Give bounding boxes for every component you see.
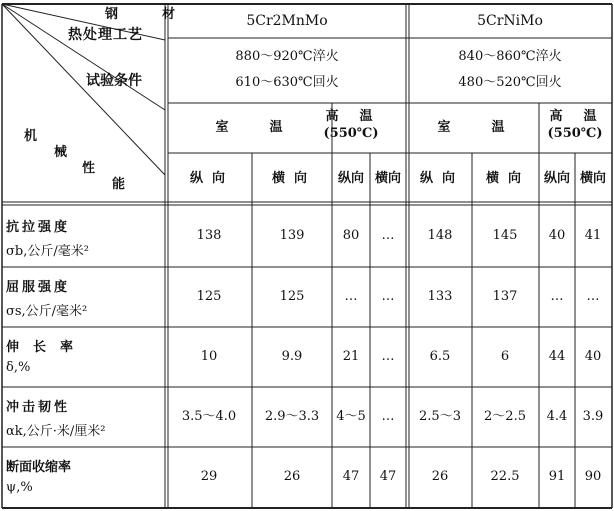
row-unit-elongation: δ,% xyxy=(6,360,31,375)
row-unit-tensile: σb,公斤/毫米² xyxy=(6,244,89,259)
table-cell: 139 xyxy=(279,228,305,243)
table-cell: 3.5～4.0 xyxy=(181,409,237,424)
table-cell: 3.9 xyxy=(582,409,604,424)
property-label-2: 械 xyxy=(54,145,68,160)
table-cell: 125 xyxy=(196,289,222,304)
table-cell: 40 xyxy=(584,349,602,364)
table-cell: … xyxy=(344,289,358,304)
longitudinal-3: 纵向 xyxy=(419,171,465,186)
table-cell: 6.5 xyxy=(429,349,451,364)
table-cell: 40 xyxy=(548,228,566,243)
table-cell: 91 xyxy=(548,469,566,484)
test-condition-label: 试验条件 xyxy=(86,73,142,89)
table-cell: 2～2.5 xyxy=(484,409,526,424)
high-temp-2: 高 温 xyxy=(549,109,601,124)
process-label: 热处理工艺 xyxy=(68,27,143,43)
transverse-2: 横向 xyxy=(374,171,402,186)
table-cell: 2.5～3 xyxy=(419,409,461,424)
table-cell: 4～5 xyxy=(336,409,366,424)
table-cell: … xyxy=(381,409,395,424)
longitudinal-4: 纵向 xyxy=(543,171,571,186)
table-cell: 22.5 xyxy=(490,469,520,484)
steel-name-2: 5CrNiMo xyxy=(477,13,543,29)
property-label-4: 能 xyxy=(112,177,126,192)
table-cell: 148 xyxy=(427,228,453,243)
row-unit-impact: αk,公斤·米/厘米² xyxy=(6,424,106,439)
longitudinal-1: 纵向 xyxy=(189,171,235,186)
row-unit-yield: σs,公斤/毫米² xyxy=(6,304,88,319)
table-cell: 47 xyxy=(379,469,397,484)
table-cell: 125 xyxy=(279,289,305,304)
table-cell: 133 xyxy=(427,289,453,304)
table-cell: 80 xyxy=(342,228,360,243)
table-cell: 47 xyxy=(342,469,360,484)
table-cell: 2.9～3.3 xyxy=(264,409,320,424)
table-cell: 26 xyxy=(431,469,449,484)
high-temp-value-1: (550℃) xyxy=(323,126,379,141)
row-name-reduction: 断面收缩率 xyxy=(6,460,72,475)
table-cell: … xyxy=(381,228,395,243)
table-cell: 145 xyxy=(492,228,518,243)
steel-label: 钢 材 xyxy=(105,7,182,22)
room-temp-2: 室 温 xyxy=(437,120,519,135)
row-name-elongation: 伸长率 xyxy=(6,340,88,355)
table-cell: 6 xyxy=(500,349,510,364)
table-cell: 4.4 xyxy=(546,409,568,424)
temper-2: 480～520℃回火 xyxy=(458,75,562,90)
table-cell: 29 xyxy=(200,469,218,484)
high-temp-1: 高 温 xyxy=(325,109,377,124)
longitudinal-2: 纵向 xyxy=(337,171,365,186)
table-cell: 41 xyxy=(584,228,602,243)
transverse-3: 横向 xyxy=(485,171,531,186)
temper-1: 610～630℃回火 xyxy=(235,75,339,90)
quench-2: 840～860℃淬火 xyxy=(458,49,562,64)
table-cell: … xyxy=(586,289,600,304)
transverse-1: 横向 xyxy=(271,171,317,186)
room-temp-1: 室 温 xyxy=(215,120,297,135)
high-temp-value-2: (550℃) xyxy=(547,126,603,141)
row-name-tensile: 抗拉强度 xyxy=(6,220,71,235)
table-cell: 9.9 xyxy=(281,349,303,364)
table-cell: … xyxy=(381,349,395,364)
table-cell: 21 xyxy=(342,349,360,364)
table-cell: … xyxy=(381,289,395,304)
row-name-impact: 冲击韧性 xyxy=(6,400,71,415)
table-cell: 10 xyxy=(200,349,218,364)
property-label-1: 机 xyxy=(24,129,38,144)
steel-name-1: 5Cr2MnMo xyxy=(246,13,328,29)
table-cell: 26 xyxy=(283,469,301,484)
transverse-4: 横向 xyxy=(579,171,607,186)
row-name-yield: 屈服强度 xyxy=(6,280,71,295)
quench-1: 880～920℃淬火 xyxy=(235,49,339,64)
row-unit-reduction: ψ,% xyxy=(6,480,33,495)
table-cell: 44 xyxy=(548,349,566,364)
property-label-3: 性 xyxy=(82,161,96,176)
table-cell: 138 xyxy=(196,228,222,243)
table-cell: 90 xyxy=(584,469,602,484)
table-cell: 137 xyxy=(492,289,518,304)
table-cell: … xyxy=(550,289,564,304)
